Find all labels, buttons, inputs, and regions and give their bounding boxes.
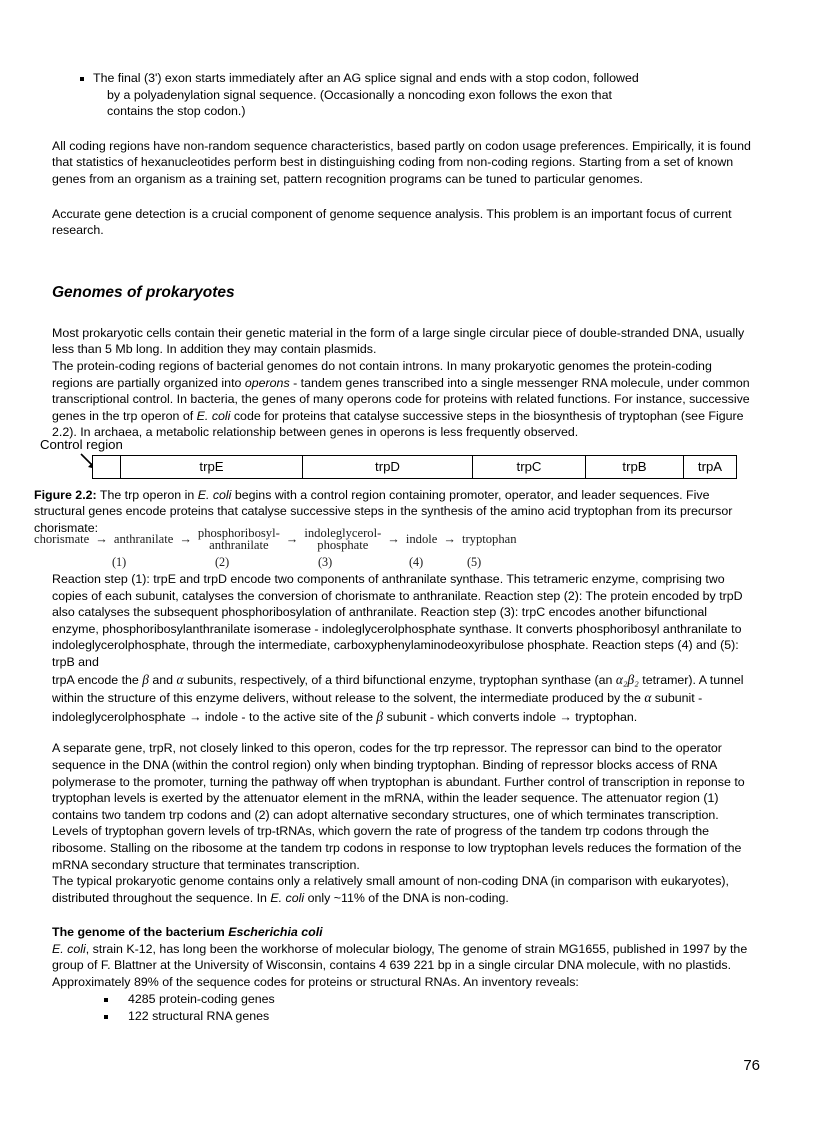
operons-text-a: The protein-coding regions of bacterial genomes do not contain introns. In many prokaryotic genomes the protein-coding regions are partially organized into bbox=[52, 358, 712, 390]
bullet-line-3: contains the stop codon.) bbox=[107, 104, 246, 119]
ecoli-body-text: , strain K-12, has long been the workhorse of molecular biology, The genome of strain MG1655, published in 1997 by the group of F. Blattner at the University of Wisconsin, contains 4 639 221 bp in a single circular DNA molecule, with no plastids. Approximately 89% of the sequence codes for proteins or structural RNAs. An inventory reveals: bbox=[52, 941, 748, 990]
paragraph-subunits bbox=[52, 671, 754, 727]
ecoli-emphasis: E. coli bbox=[196, 408, 231, 423]
ecoli-subheading-italic: Escherichia coli bbox=[228, 925, 323, 940]
beta-symbol: β bbox=[142, 671, 149, 687]
control-region-label: Control region bbox=[40, 437, 123, 452]
tryptophan-pathway-diagram bbox=[34, 528, 554, 573]
subunits-text-f: subunit - which converts indole → tryptophan. bbox=[383, 709, 638, 724]
paragraph-noncoding-dna bbox=[52, 873, 754, 906]
ecoli-subheading-a: The genome of the bacterium bbox=[52, 925, 229, 940]
subunits-and: and bbox=[148, 672, 177, 687]
pathway-node-row bbox=[34, 528, 554, 551]
operon-segment-trpB: trpB bbox=[586, 456, 684, 478]
subunits-text-a: trpA encode the bbox=[52, 672, 143, 687]
pathway-node-phosphoribosyl-anthranilate: phosphoribosyl- anthranilate bbox=[197, 526, 280, 552]
operon-segment-trpC: trpC bbox=[473, 456, 586, 478]
figure-caption-a: The trp operon in bbox=[96, 488, 198, 502]
ecoli-inventory-list bbox=[52, 991, 754, 1026]
alpha-symbol: α bbox=[176, 671, 184, 687]
pathway-step-2: (2) bbox=[215, 555, 230, 569]
subunits-text-c: subunits, respectively, of a third bifunctional enzyme, tryptophan synthase (an bbox=[183, 672, 616, 687]
paragraph-coding-regions: All coding regions have non-random sequence characteristics, based partly on codon usage preferences. Empirically, it is found that statistics of hexanucleotides perform best in distinguishing coding from non-coding regions. Starting from a set of known genes from an organism as a training set, pattern recognition programs can be tuned to particular genomes. bbox=[52, 138, 751, 186]
pathway-node-indole: indole bbox=[405, 531, 438, 546]
list-item: 4285 protein-coding genes bbox=[104, 991, 754, 1009]
exon-bullet-list bbox=[52, 70, 752, 120]
page-title: Genomes of prokaryotes bbox=[52, 283, 235, 301]
paragraph-ecoli-genome bbox=[52, 941, 754, 991]
subunits-text-e: subunit - indoleglycerolphosphate → indole - to the active site of the bbox=[52, 691, 703, 724]
figure-caption-label: Figure 2.2: bbox=[34, 488, 97, 502]
page-content bbox=[52, 70, 752, 441]
paragraph-operons bbox=[52, 358, 752, 441]
beta-symbol-2: β bbox=[376, 708, 384, 724]
pathway-node-chorismate: chorismate bbox=[34, 531, 90, 546]
pathway-arrow-icon-5: → bbox=[443, 532, 456, 546]
operons-text-b: - tandem genes transcribed into a single messenger RNA molecule, under common transcriptional control. In bacteria, the genes of many operons code for proteins with related functions. For instance, successive genes in the trp operon of bbox=[52, 375, 750, 423]
lower-content bbox=[52, 571, 754, 1026]
trp-operon-diagram bbox=[92, 455, 737, 479]
operons-emphasis: operons bbox=[244, 375, 290, 390]
pathway-arrow-icon-1: → bbox=[95, 532, 108, 546]
list-item bbox=[80, 70, 752, 120]
pathway-step-4: (4) bbox=[409, 555, 424, 569]
noncoding-text-b: only ~11% of the DNA is non-coding. bbox=[304, 890, 509, 905]
paragraph-reaction-steps: Reaction step (1): trpE and trpD encode two components of anthranilate synthase. This tetrameric enzyme, comprising two copies of each subunit, catalyses the conversion of chorismate to anthranilate. Reaction step (2): The protein encoded by trpD also catalyses the subsequent phosphoribosylation of anthranilate. Reaction step (3): trpC encodes another bifunctional enzyme, phosphoribosylanthranilate isomerase - indoleglycerolphosphate synthase. It converts phosphoribosyl anthranilate to indoleglycerolphosphate, through the intermediate, carboxyphenylaminodeoxyribulose phosphate. Reaction steps (4) and (5): trpB and bbox=[52, 572, 743, 669]
pathway-arrow-icon-3: → bbox=[285, 532, 299, 546]
pathway-arrow-icon-2: → bbox=[179, 532, 192, 546]
alpha2beta2-symbol: α₂β₂ bbox=[615, 671, 639, 687]
operons-text-c: code for proteins that catalyse successive steps in the biosynthesis of tryptophan (see Figure 2.2). In archaea, a metabolic relationship between genes in operons is less frequently observed. bbox=[52, 408, 744, 440]
ecoli-subheading bbox=[52, 924, 754, 941]
paragraph-gene-detection: Accurate gene detection is a crucial component of genome sequence analysis. This problem is an important focus of current research. bbox=[52, 206, 732, 238]
pathway-arrow-icon-4: → bbox=[387, 532, 400, 546]
pathway-step-5: (5) bbox=[467, 555, 482, 569]
figure-caption-b: begins with a control region containing promoter, operator, and leader sequences. Five structural genes encode proteins that catalyse successive steps in the synthesis of the amino acid tryptophan from its precursor chorismate: bbox=[34, 488, 733, 535]
ecoli-inline-italic: E. coli bbox=[52, 941, 86, 956]
subunits-text-d: tetramer). A tunnel within the structure of this enzyme delivers, without release to the solvent, the intermediate produced by the bbox=[52, 672, 744, 706]
pathway-node-anthranilate: anthranilate bbox=[113, 531, 174, 546]
pathway-node-tryptophan: tryptophan bbox=[461, 531, 517, 546]
paragraph-prokaryotic-cells: Most prokaryotic cells contain their genetic material in the form of a large single circular piece of double-stranded DNA, usually less than 5 Mb long. In addition they may contain plasmids. bbox=[52, 325, 745, 357]
alpha-symbol-2: α bbox=[644, 690, 652, 706]
list-item: 122 structural RNA genes bbox=[104, 1008, 754, 1026]
pathway-step-1: (1) bbox=[112, 555, 127, 569]
noncoding-ecoli: E. coli bbox=[270, 890, 305, 905]
figure-caption-ecoli: E. coli bbox=[197, 488, 232, 502]
paragraph-repressor: A separate gene, trpR, not closely linked to this operon, codes for the trp repressor. The repressor can bind to the operator sequence in the DNA (within the control region) only when binding tryptophan. Binding of repressor blocks access of RNA polymerase to the promoter, turning the pathway off when tryptophan is abundant. Further control of transcription in reponse to tryptophan levels is exerted by the attenuator element in the mRNA, within the leader sequence. The attenuator region (1) contains two tandem trp codons and (2) can adopt alternative secondary structures, one of which terminates transcription. Levels of tryptophan govern levels of trp-tRNAs, which govern the rate of progress of the tandem trp codons through the ribosome. Stalling on the ribosome at the tandem trp codons in response to low tryptophan levels reduces the formation of the mRNA secondary structure that terminates transcription. bbox=[52, 741, 745, 872]
operon-track bbox=[92, 455, 737, 479]
operon-segment-trpA: trpA bbox=[697, 459, 723, 474]
bullet-line-1: The final (3') exon starts immediately after an AG splice signal and ends with a stop codon, followed bbox=[93, 71, 639, 85]
page-number: 76 bbox=[743, 1057, 760, 1074]
operon-segment-trpE: trpE bbox=[121, 456, 303, 478]
noncoding-text-a: The typical prokaryotic genome contains only a relatively small amount of non-coding DNA (in comparison with eukaryotes), distributed throughout the sequence. In bbox=[52, 874, 729, 905]
pathway-step-3: (3) bbox=[318, 555, 333, 569]
bullet-line-2: by a polyadenylation signal sequence. (Occasionally a noncoding exon follows the exon that bbox=[107, 87, 612, 102]
operon-segment-trpD: trpD bbox=[303, 456, 473, 478]
operon-segment-control bbox=[93, 456, 121, 478]
pathway-node-indoleglycerol-phosphate: indoleglycerol- phosphate bbox=[304, 526, 382, 552]
